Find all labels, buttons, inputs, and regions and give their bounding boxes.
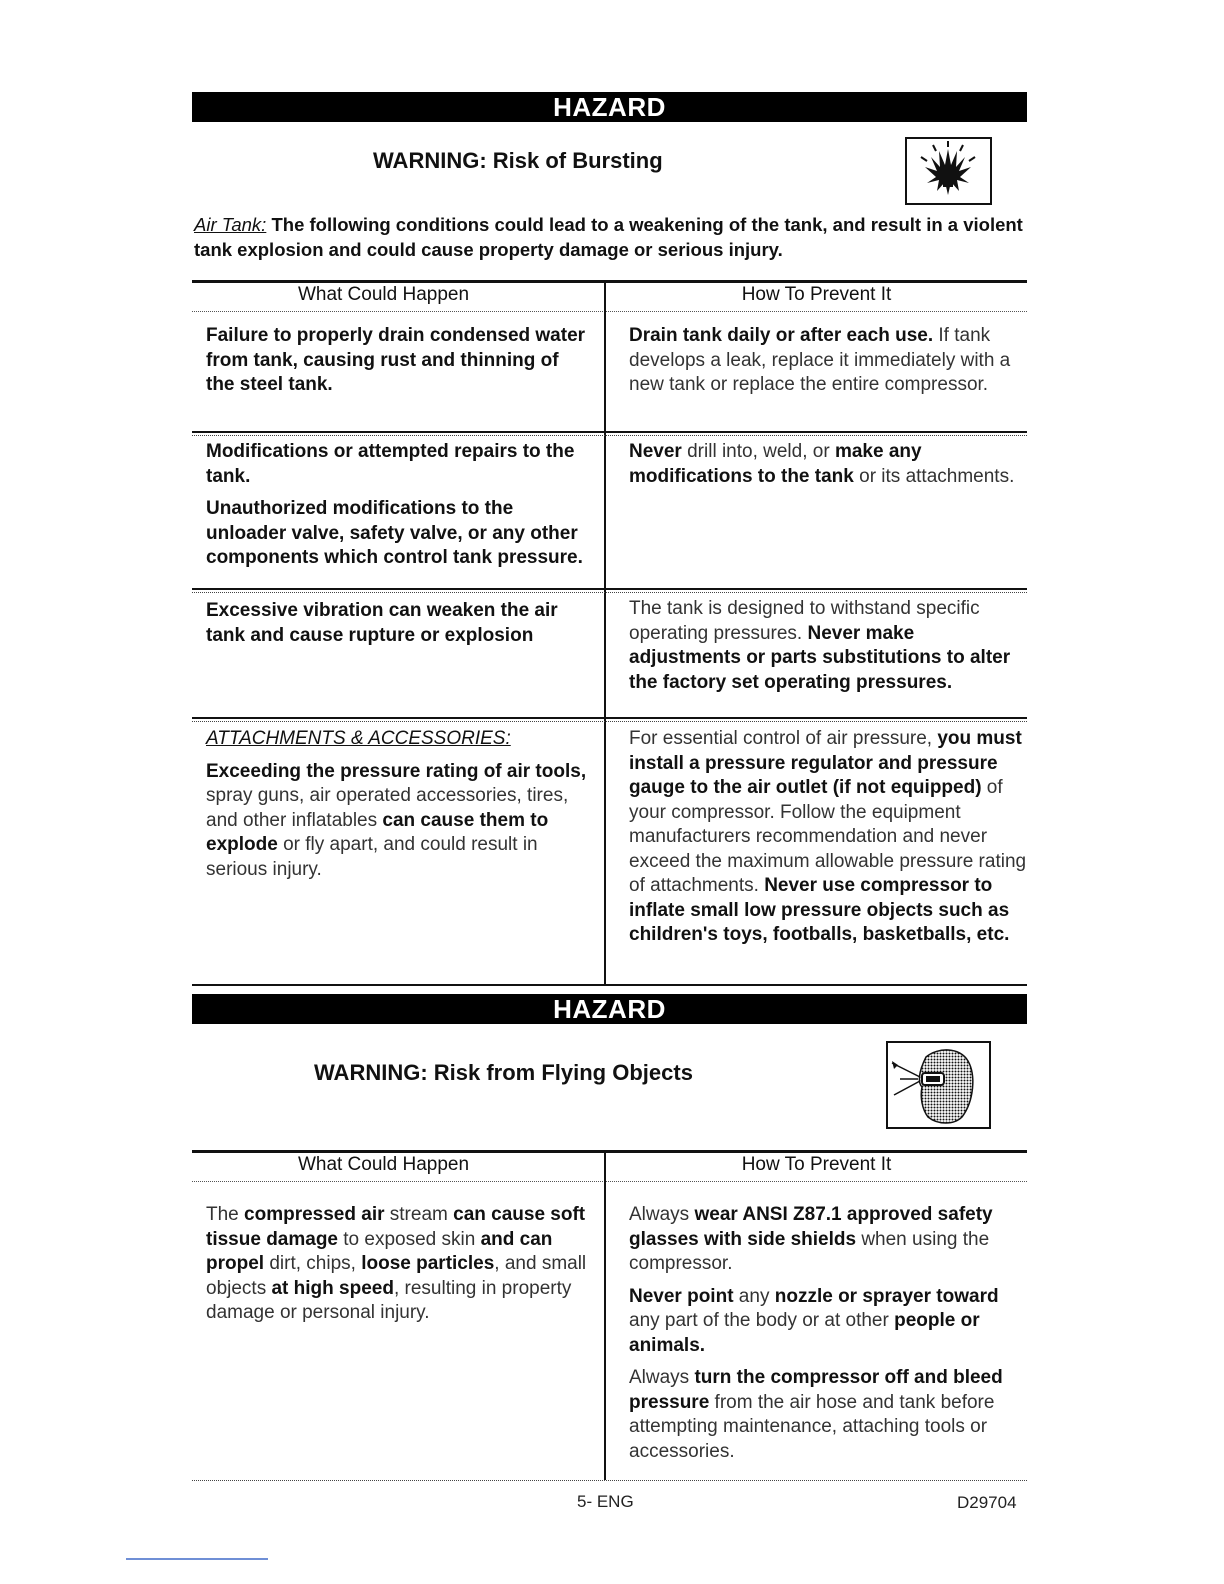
cell-text: nozzle or sprayer toward bbox=[774, 1285, 999, 1307]
safety-glasses-icon bbox=[886, 1041, 991, 1129]
cell-paragraph bbox=[629, 597, 1027, 695]
cell-text: can cause them to explode bbox=[206, 809, 549, 855]
footer-link-underline bbox=[126, 1558, 268, 1560]
row-divider-dotted bbox=[192, 435, 1027, 436]
cell-text: Always bbox=[629, 1367, 695, 1388]
hazard-banner-flying-objects: HAZARD bbox=[192, 994, 1027, 1024]
document-id: D29704 bbox=[957, 1493, 1017, 1512]
table-header bbox=[192, 280, 1027, 312]
cell-text: drill into, weld, or bbox=[681, 441, 835, 462]
cell-text: For essential control of air pressure, bbox=[629, 728, 938, 749]
cell-text: Excessive vibration can weaken the air tank and cause rupture or explosion bbox=[206, 600, 558, 646]
cell-text: , resulting in property damage or personal injury. bbox=[206, 1277, 572, 1323]
cell-paragraph bbox=[629, 727, 1027, 948]
hazard-banner-bursting: HAZARD bbox=[192, 92, 1027, 122]
cell-text: from the air hose and tank before attempting maintenance, attaching tools or accessories. bbox=[629, 1391, 995, 1462]
cell-paragraph bbox=[206, 440, 592, 489]
cell-paragraph bbox=[629, 440, 1027, 489]
cell-text: you must install a pressure regulator and pressure gauge to the air outlet (if not equipped) bbox=[629, 728, 1022, 798]
cell-paragraph bbox=[629, 1203, 1027, 1277]
cell-text: turn the compressor off and bleed pressure bbox=[629, 1367, 1003, 1413]
cell-text: Never make adjustments or parts substitutions to alter the factory set operating pressures. bbox=[629, 622, 1011, 693]
cell-text: Unauthorized modifications to the unloader valve, safety valve, or any other components which control tank pressure. bbox=[206, 498, 583, 568]
cell-text: Exceeding the pressure rating of air tools, bbox=[206, 760, 587, 782]
col-header-how-to-prevent: How To Prevent It bbox=[741, 1154, 892, 1175]
table-cell-left bbox=[206, 727, 592, 890]
cell-text: and can propel bbox=[206, 1228, 553, 1274]
air-tank-label: Air Tank: bbox=[194, 214, 267, 235]
warning-title-flying-objects: WARNING: Risk from Flying Objects bbox=[314, 1060, 693, 1085]
cell-paragraph bbox=[629, 324, 1027, 398]
cell-text: any part of the body or at other bbox=[629, 1310, 895, 1331]
cell-text: can cause soft tissue damage bbox=[206, 1204, 586, 1250]
table-cell-left bbox=[206, 599, 592, 656]
cell-text: Never use compressor to inflate small low pressure objects such as children's toys, footballs, basketballs, etc. bbox=[629, 875, 1010, 945]
row-divider-dotted bbox=[192, 1480, 1027, 1481]
column-divider bbox=[604, 1150, 606, 1480]
cell-text: any bbox=[733, 1285, 775, 1307]
cell-paragraph bbox=[629, 1285, 1027, 1359]
cell-text: or its attachments. bbox=[853, 465, 1015, 487]
explosion-icon bbox=[905, 137, 992, 205]
cell-text: Failure to properly drain condensed water from tank, causing rust and thinning of the steel tank. bbox=[206, 325, 586, 395]
cell-paragraph bbox=[206, 324, 592, 398]
table-cell-left bbox=[206, 440, 592, 579]
table-header bbox=[192, 1150, 1027, 1182]
table-cell-right bbox=[629, 324, 1027, 406]
cell-text: to exposed skin bbox=[338, 1228, 481, 1250]
warning-title-bursting: WARNING: Risk of Bursting bbox=[373, 148, 663, 173]
cell-text: Never bbox=[629, 441, 682, 462]
table-cell-left bbox=[206, 1203, 592, 1334]
cell-text: when using the compressor. bbox=[629, 1228, 990, 1274]
cell-text: Never point bbox=[629, 1285, 734, 1307]
cell-text: dirt, chips, bbox=[264, 1253, 362, 1274]
row-divider bbox=[192, 431, 1027, 433]
cell-text: make any modifications to the tank bbox=[629, 441, 922, 487]
cell-text: Drain tank daily or after each use. bbox=[629, 325, 934, 346]
cell-text: , and small objects bbox=[206, 1253, 587, 1299]
cell-text: people or animals. bbox=[629, 1310, 980, 1356]
table-cell-right bbox=[629, 440, 1027, 497]
cell-paragraph bbox=[206, 760, 592, 883]
col-header-how-to-prevent: How To Prevent It bbox=[741, 284, 892, 305]
cell-text: loose particles bbox=[361, 1253, 495, 1274]
flying-objects-hazard-table bbox=[192, 1150, 1027, 1482]
row-divider bbox=[192, 984, 1027, 986]
row-divider bbox=[192, 588, 1027, 590]
cell-paragraph bbox=[206, 497, 592, 571]
cell-text: spray guns, air operated accessories, tires, and other inflatables bbox=[206, 785, 569, 831]
cell-paragraph bbox=[206, 1203, 592, 1326]
page-number: 5- ENG bbox=[577, 1492, 634, 1511]
cell-text: If tank develops a leak, replace it immediately with a new tank or replace the entire compressor. bbox=[629, 325, 1011, 395]
cell-paragraph bbox=[206, 727, 592, 752]
col-header-what-could-happen: What Could Happen bbox=[297, 284, 470, 305]
row-divider bbox=[192, 717, 1027, 719]
table-cell-left bbox=[206, 324, 592, 406]
air-tank-intro bbox=[194, 212, 1028, 262]
bursting-hazard-table bbox=[192, 280, 1027, 986]
cell-text: ATTACHMENTS & ACCESSORIES: bbox=[206, 728, 511, 749]
cell-text: The bbox=[206, 1204, 245, 1225]
cell-text: wear ANSI Z87.1 approved safety glasses with side shields bbox=[629, 1204, 993, 1250]
table-cell-right bbox=[629, 597, 1027, 703]
cell-text: or fly apart, and could result in serious injury. bbox=[206, 834, 538, 880]
cell-paragraph bbox=[206, 599, 592, 648]
table-cell-right bbox=[629, 1203, 1027, 1472]
column-divider bbox=[604, 280, 606, 986]
cell-text: Modifications or attempted repairs to the tank. bbox=[206, 441, 575, 487]
table-cell-right bbox=[629, 727, 1027, 956]
air-tank-intro-text: The following conditions could lead to a weakening of the tank, and result in a violent tank explosion and could cause property damage or serious injury. bbox=[194, 214, 1023, 260]
cell-text: at high speed bbox=[271, 1277, 394, 1299]
cell-text: stream bbox=[384, 1204, 454, 1225]
cell-paragraph bbox=[629, 1366, 1027, 1464]
cell-text: of your compressor. Follow the equipment manufacturers recommendation and never exceed the maximum allowable pressure rating of attachments. bbox=[629, 777, 1027, 896]
cell-text: Always bbox=[629, 1204, 695, 1225]
row-divider-dotted bbox=[192, 721, 1027, 722]
col-header-what-could-happen: What Could Happen bbox=[297, 1154, 470, 1175]
cell-text: The tank is designed to withstand specific operating pressures. bbox=[629, 598, 980, 644]
row-divider-dotted bbox=[192, 592, 1027, 593]
cell-text: compressed air bbox=[244, 1204, 385, 1225]
